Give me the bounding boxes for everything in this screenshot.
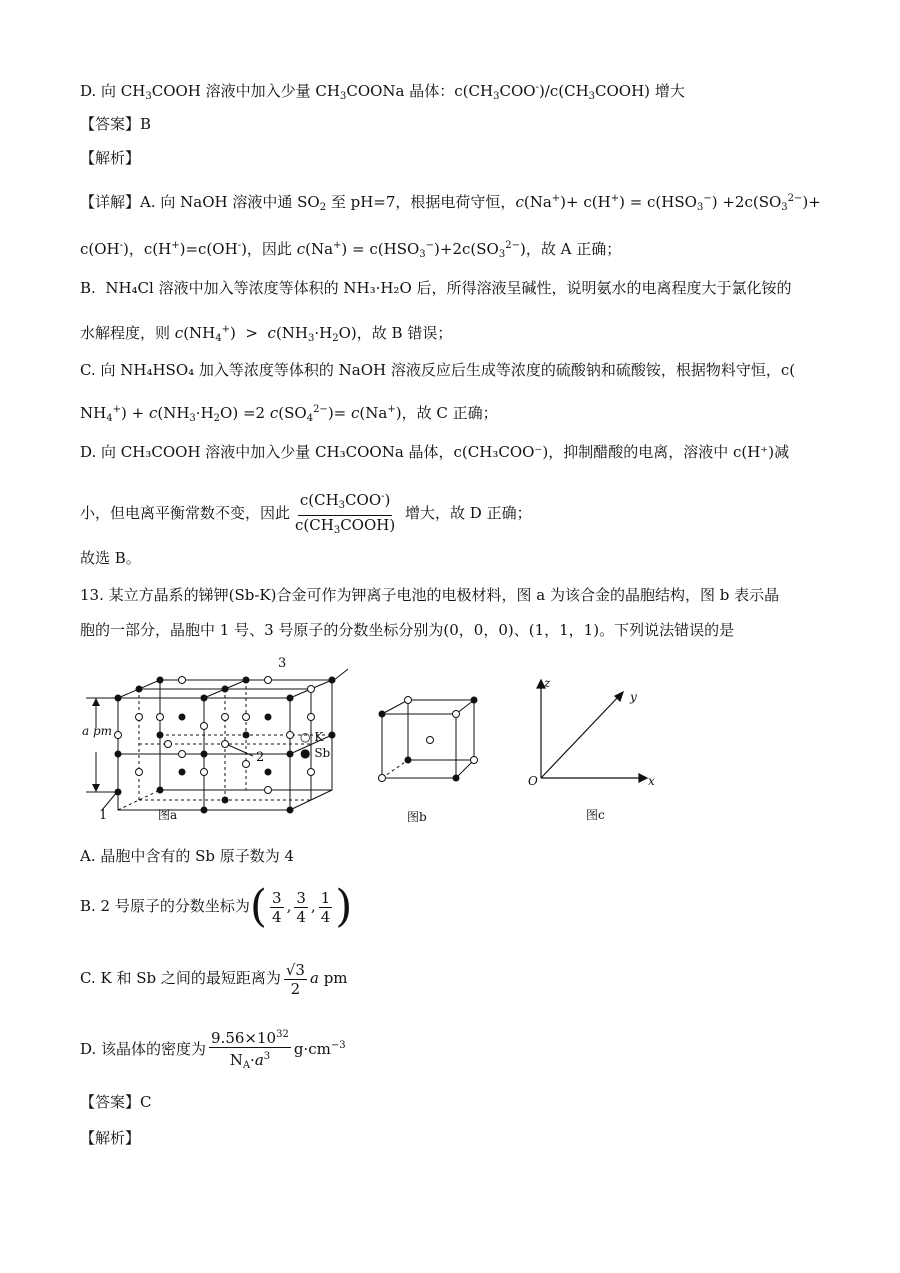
atom-label-1: 1 <box>99 808 108 823</box>
option-a: A. 晶胞中含有的 Sb 原子数为 4 <box>80 847 295 865</box>
legend-k: ○ K <box>300 730 324 744</box>
answer-label-2: 【答案】C <box>80 1093 152 1111</box>
coordinate-axes-figure-c <box>525 672 665 792</box>
detail-d-line2: 小，但电离平衡常数不变，因此 $\frac{c(CH_3COO^-)}{c(CH_3COOH)}$ 增大，故 D 正确； <box>80 488 532 540</box>
option-d: D. 该晶体的密度为 $\frac{9.56\times 10^{32}}{N_A\cdot a^3}$ $g\cdot cm^{-3}$ <box>80 1024 346 1075</box>
answer-label: 【答案】B <box>80 115 152 133</box>
acetate-ratio-fraction: $\frac{c(CH_3COO^-)}{c(CH_3COOH)}$ <box>293 488 397 540</box>
figure-c-caption: 图c <box>586 808 605 822</box>
detail-b-line2: 水解程度，则 $c(NH_4^+) > c(NH_3\cdot H_2O)$，故 B 错误； <box>80 324 453 344</box>
axis-origin-label: O <box>528 774 538 788</box>
figure-b-caption: 图b <box>407 810 427 824</box>
option-b: B. 2 号原子的分数坐标为( $\frac{3}{4}$ , $\frac{3}{4}$ , $\frac{1}{4}$ ) <box>80 881 353 932</box>
prev-option-d-text: D. 向 CH <box>80 82 146 100</box>
detail-c-line2: $NH_4^+) + c(NH_3\cdot H_2O) =2$ $c(SO_4^{2-})= c(Na^+)$，故 C 正确； <box>80 404 498 424</box>
crystal-cell-figure-b <box>372 690 484 790</box>
detail-a-line2: c(OH-)，c(H+)=c(OH-)，因此 $c(Na^+) = c(HSO_3^-)+2c(SO_3^{2-})$，故 A 正确； <box>80 240 622 260</box>
lattice-length-label: a pm <box>82 724 113 738</box>
detail-d-line1: D. 向 CH₃COOH 溶液中加入少量 CH₃COONa 晶体，c(CH₃COO⁻)，抑制醋酸的电离，溶液中 c(H⁺)减 <box>80 443 790 461</box>
detail-b-line1: B. NH₄Cl 溶液中加入等浓度等体积的 NH₃·H₂O 后，所得溶液呈碱性，说明氨水的电离程度大于氯化铵的 <box>80 279 792 297</box>
figure-a-caption: 图a <box>158 808 178 822</box>
choose-line: 故选 B。 <box>80 549 141 567</box>
detail-a-line1: 【详解】A. 向 NaOH 溶液中通 $SO_2$ 至 pH=7，根据电荷守恒，$c(Na^+)+ c(H^+) = c(HSO_3^-) +2c(SO_3^{2-})+$ <box>80 193 821 213</box>
atom-label-2: 2 <box>256 750 265 765</box>
sb-atom-icon: ● <box>300 746 311 760</box>
q13-line2: 胞的一部分，晶胞中 1 号、3 号原子的分数坐标分别为(0，0，0)、(1，1，1)。下列说法错误的是 <box>80 621 735 639</box>
axis-y-label: y <box>630 690 637 704</box>
q13-line1: 13. 某立方晶系的锑钾(Sb-K)合金可作为钾离子电池的电极材料，图 a 为该合金的晶胞结构，图 b 表示晶 <box>80 586 780 604</box>
prev-option-d: D. 向 $CH_3COOH$ 溶液中加入少量 $CH_3COONa$ 晶体：$c(CH_3COO^-)/c(CH_3COOH)$ 增大 <box>80 82 685 102</box>
analysis-label: 【解析】 <box>80 149 141 167</box>
legend-sb: ● Sb <box>300 746 331 760</box>
axis-x-label: x <box>648 774 655 788</box>
option-c: C. K 和 Sb 之间的最短距离为 $\frac{√3}{2}$ a pm <box>80 960 348 998</box>
analysis-label-2: 【解析】 <box>80 1129 141 1147</box>
detail-c-line1: C. 向 NH₄HSO₄ 加入等浓度等体积的 NaOH 溶液反应后生成等浓度的硫酸钠和硫酸铵，根据物料守恒，c( <box>80 361 796 379</box>
axis-z-label: z <box>544 676 551 690</box>
k-atom-icon: ○ <box>300 730 311 744</box>
atom-label-3: 3 <box>278 656 287 671</box>
